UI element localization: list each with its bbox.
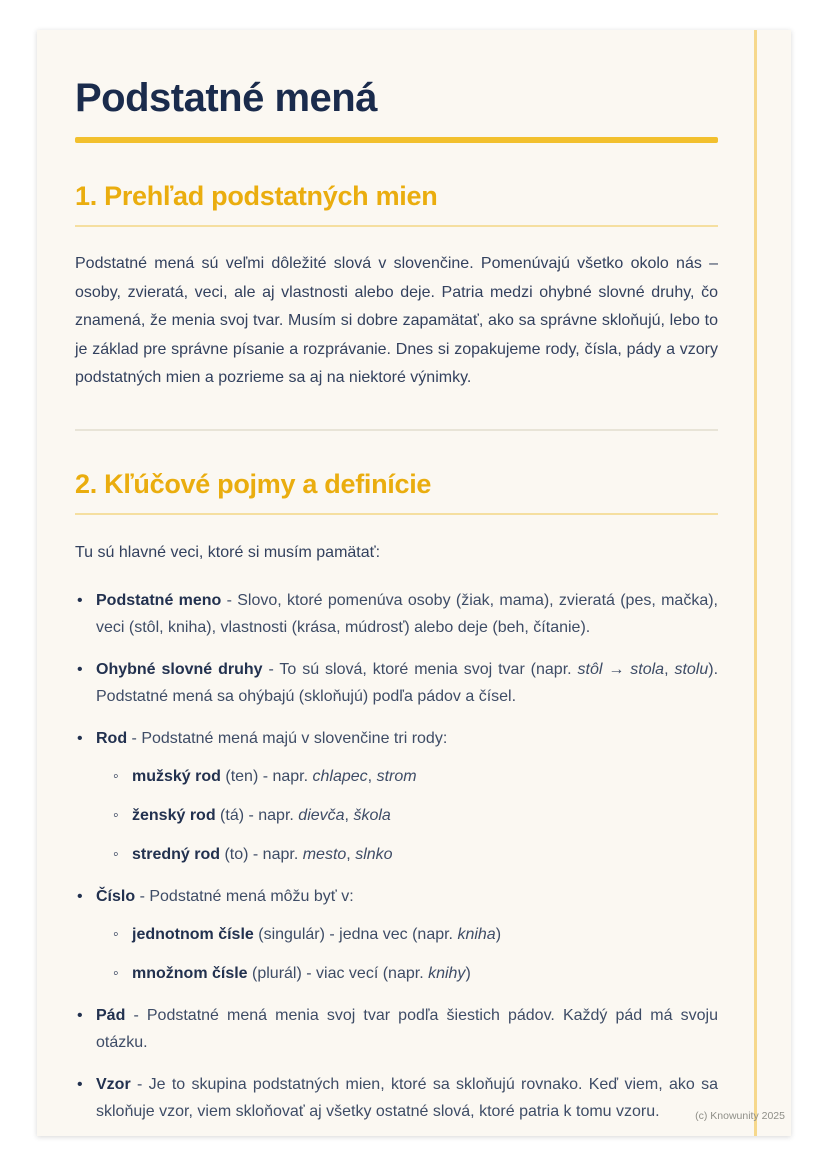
document-content (75, 30, 718, 1140)
section-divider (75, 429, 718, 431)
sub-list-item-zensky-rod (113, 803, 718, 829)
list-item-vzor (75, 1071, 718, 1125)
list-item-cislo (75, 883, 718, 987)
list-item-text: Podstatné meno - Slovo, ktoré pomenúva osoby (žiak, mama), zvieratá (pes, mačka), veci (stôl, kniha), vlastnosti (krása, múdrosť) alebo deje (beh, čítanie). (96, 591, 718, 636)
section-1-paragraph: Podstatné mená sú veľmi dôležité slová v slovenčine. Pomenúvajú všetko okolo nás – osoby, zvieratá, veci, ale aj vlastnosti alebo deje. Patria medzi ohybné slovné druhy, čo znamená, že menia svoj tvar. Musím si dobre zapamätať, ako sa správne skloňujú, lebo to je základ pre správne písanie a rozprávanie. Dnes si zopakujeme rody, čísla, pády a vzory podstatných mien a pozrieme sa aj na niektoré výnimky. (75, 255, 718, 386)
copyright-footer: (c) Knowunity 2025 (695, 1110, 785, 1122)
section-2-underline (75, 513, 718, 515)
title-underline (75, 137, 718, 143)
list-item-text: jednotnom čísle (singulár) - jedna vec (napr. kniha) (132, 925, 502, 943)
sub-list-item-stredny-rod (113, 842, 718, 868)
page-title: Podstatné mená (75, 76, 377, 120)
list-item-text: stredný rod (to) - napr. mesto, slnko (132, 845, 393, 863)
list-item-text: Vzor - Je to skupina podstatných mien, ktoré sa skloňujú rovnako. Keď viem, ako sa skloňuje vzor, viem skloňovať aj všetky ostatné slová, ktoré patria k tomu vzoru. (96, 1075, 718, 1120)
sub-list-item-muzsky-rod (113, 764, 718, 790)
section-1-underline (75, 225, 718, 227)
rod-sub-list (113, 764, 718, 868)
list-item-text: množnom čísle (plurál) - viac vecí (napr. knihy) (132, 964, 471, 982)
sub-list-item-mnozne-cislo (113, 961, 718, 987)
section-2-heading: 2. Kľúčové pojmy a definície (75, 468, 432, 499)
list-item-text: Pád - Podstatné mená menia svoj tvar podľa šiestich pádov. Každý pád má svoju otázku. (96, 1006, 718, 1051)
list-item-rod (75, 725, 718, 868)
section-2-intro: Tu sú hlavné veci, ktoré si musím pamätať: (75, 543, 381, 561)
list-item-text: Číslo - Podstatné mená môžu byť v: (96, 887, 354, 905)
list-item-text: ženský rod (tá) - napr. dievča, škola (132, 806, 391, 824)
cislo-sub-list (113, 922, 718, 987)
list-item-text: Rod - Podstatné mená majú v slovenčine tri rody: (96, 729, 448, 747)
list-item-text: Ohybné slovné druhy - To sú slová, ktoré menia svoj tvar (napr. stôl → stola, stolu). Podstatné mená sa ohýbajú (skloňujú) podľa pádov a čísel. (96, 660, 719, 705)
list-item-text: mužský rod (ten) - napr. chlapec, strom (132, 767, 417, 785)
key-terms-list (75, 587, 718, 1125)
list-item-podstatne-meno (75, 587, 718, 641)
list-item-ohybne-slovne-druhy (75, 656, 718, 710)
notebook-margin-line (754, 30, 757, 1136)
sub-list-item-jednotne-cislo (113, 922, 718, 948)
list-item-pad (75, 1002, 718, 1056)
document-page (37, 30, 791, 1136)
section-1-heading: 1. Prehľad podstatných mien (75, 181, 438, 211)
